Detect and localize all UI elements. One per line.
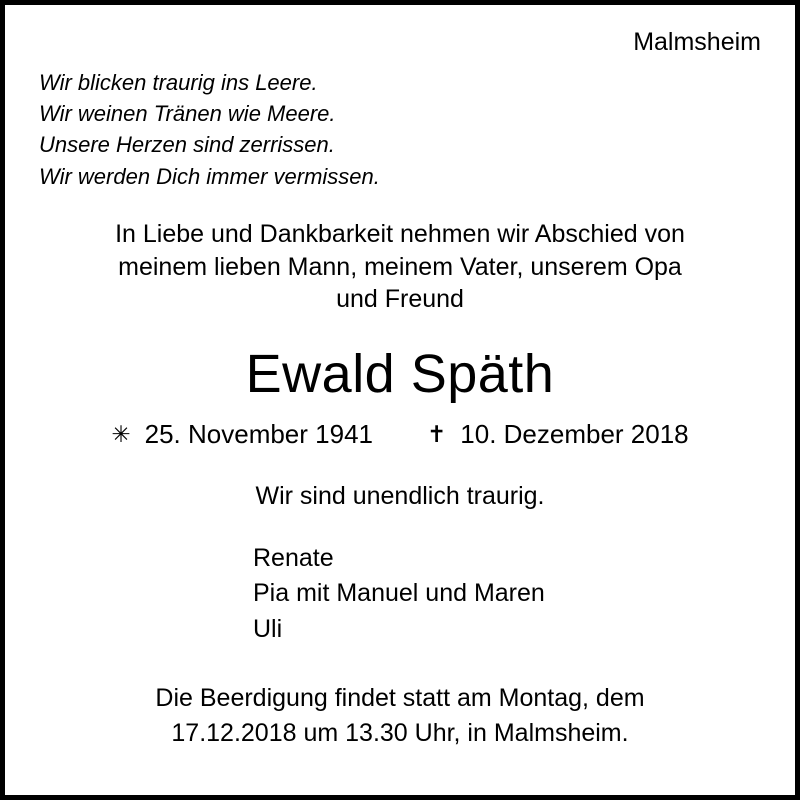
poem-line: Wir weinen Tränen wie Meere. — [39, 100, 336, 126]
poem-block — [31, 67, 769, 193]
survivor-line: Uli — [253, 614, 283, 643]
sorrow-line: Wir sind unendlich traurig. — [255, 481, 545, 510]
place-heading: Malmsheim — [633, 28, 761, 56]
intro-line: und Freund — [336, 285, 464, 314]
survivor-line: Renate — [253, 543, 334, 572]
intro-line: In Liebe und Dankbarkeit nehmen wir Abschied von — [115, 220, 685, 249]
funeral-line: Die Beerdigung findet statt am Montag, dem — [155, 684, 645, 712]
life-dates — [31, 419, 769, 450]
poem-line: Wir werden Dich immer vermissen. — [39, 163, 380, 189]
intro-block — [31, 218, 769, 316]
death-cross-icon: ✝ — [427, 420, 447, 447]
deceased-name: Ewald Späth — [245, 343, 555, 404]
poem-line: Unsere Herzen sind zerrissen. — [39, 132, 335, 158]
death-date: 10. Dezember 2018 — [460, 418, 689, 449]
funeral-details — [31, 681, 769, 750]
funeral-line: 17.12.2018 um 13.30 Uhr, in Malmsheim. — [171, 718, 629, 747]
birth-star-icon: ✳ — [111, 420, 131, 447]
survivors-block — [31, 541, 769, 648]
birth-date: 25. November 1941 — [144, 418, 373, 449]
survivor-line: Pia mit Manuel und Maren — [253, 579, 545, 607]
poem-line: Wir blicken traurig ins Leere. — [39, 69, 318, 95]
intro-line: meinem lieben Mann, meinem Vater, unserem Opa — [118, 252, 682, 281]
